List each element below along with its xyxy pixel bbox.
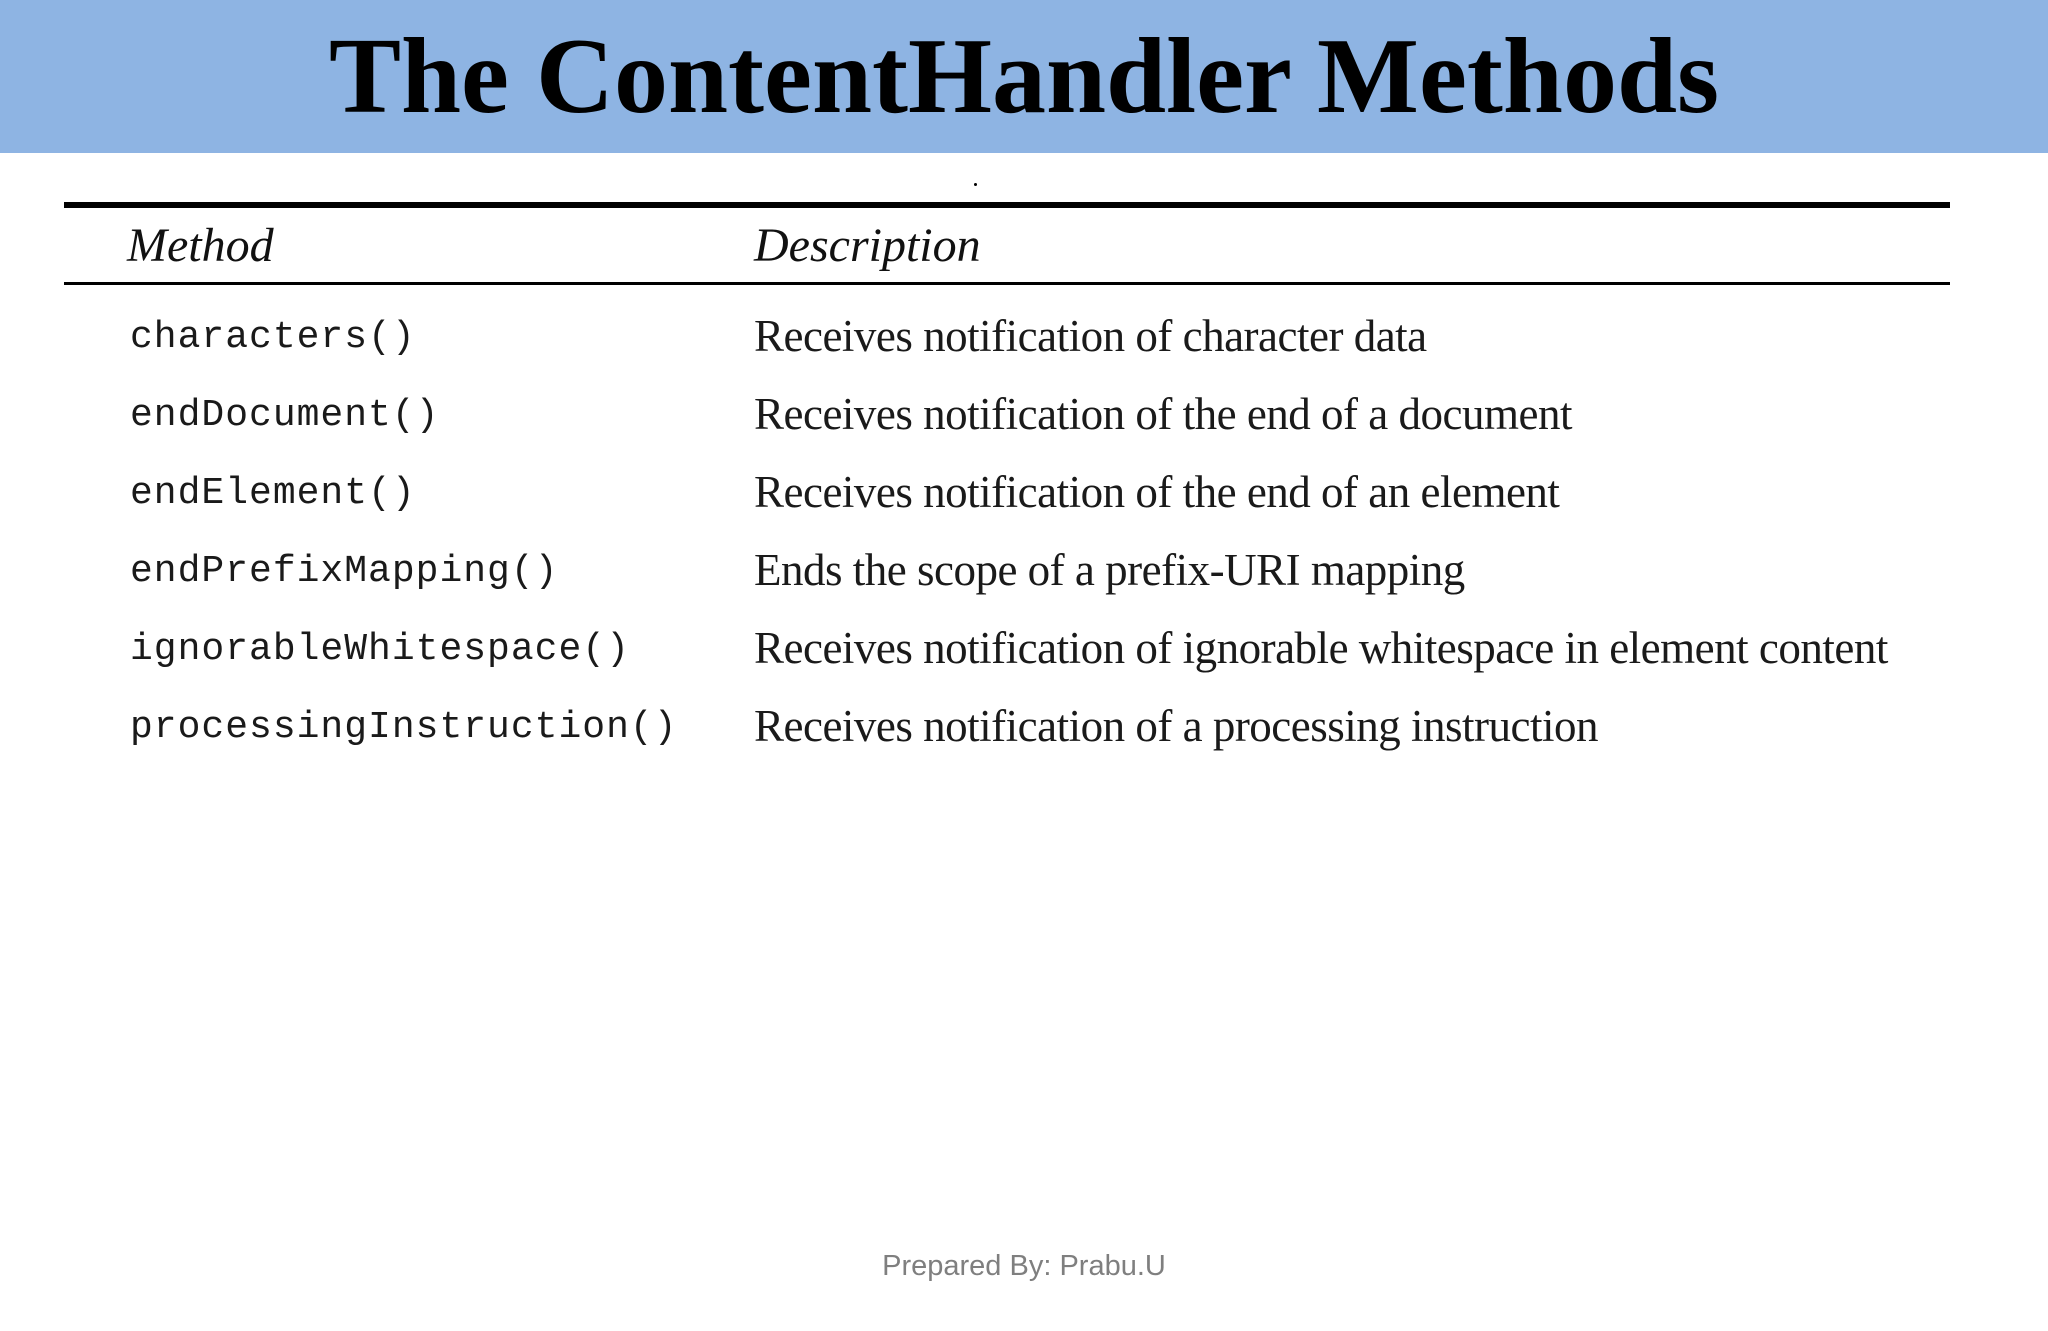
method-description: Ends the scope of a prefix-URI mapping bbox=[754, 545, 1465, 595]
table-row bbox=[0, 696, 2048, 774]
method-description: Receives notification of the end of an element bbox=[754, 467, 1560, 517]
table-row bbox=[0, 462, 2048, 540]
slide-footer: Prepared By: Prabu.U bbox=[882, 1250, 1166, 1282]
method-name: endElement() bbox=[130, 472, 416, 515]
title-bar bbox=[0, 0, 2048, 153]
method-name: characters() bbox=[130, 316, 416, 359]
method-name: ignorableWhitespace() bbox=[130, 628, 630, 671]
slide-title: The ContentHandler Methods bbox=[328, 17, 1720, 136]
table-row bbox=[0, 618, 2048, 696]
table-row bbox=[0, 384, 2048, 462]
stray-dot bbox=[974, 183, 977, 186]
method-name: endDocument() bbox=[130, 394, 440, 437]
table-top-rule bbox=[64, 202, 1950, 208]
method-name: endPrefixMapping() bbox=[130, 550, 559, 593]
method-description: Receives notification of ignorable whitespace in element content bbox=[754, 623, 1888, 673]
method-description: Receives notification of the end of a document bbox=[754, 389, 1572, 439]
method-description: Receives notification of character data bbox=[754, 311, 1427, 361]
table-row bbox=[0, 540, 2048, 618]
table-row bbox=[0, 306, 2048, 384]
column-header-description: Description bbox=[754, 219, 981, 272]
table-header-rule bbox=[64, 282, 1950, 285]
method-name: processingInstruction() bbox=[130, 706, 678, 749]
column-header-method: Method bbox=[127, 219, 274, 272]
method-description: Receives notification of a processing instruction bbox=[754, 701, 1599, 751]
